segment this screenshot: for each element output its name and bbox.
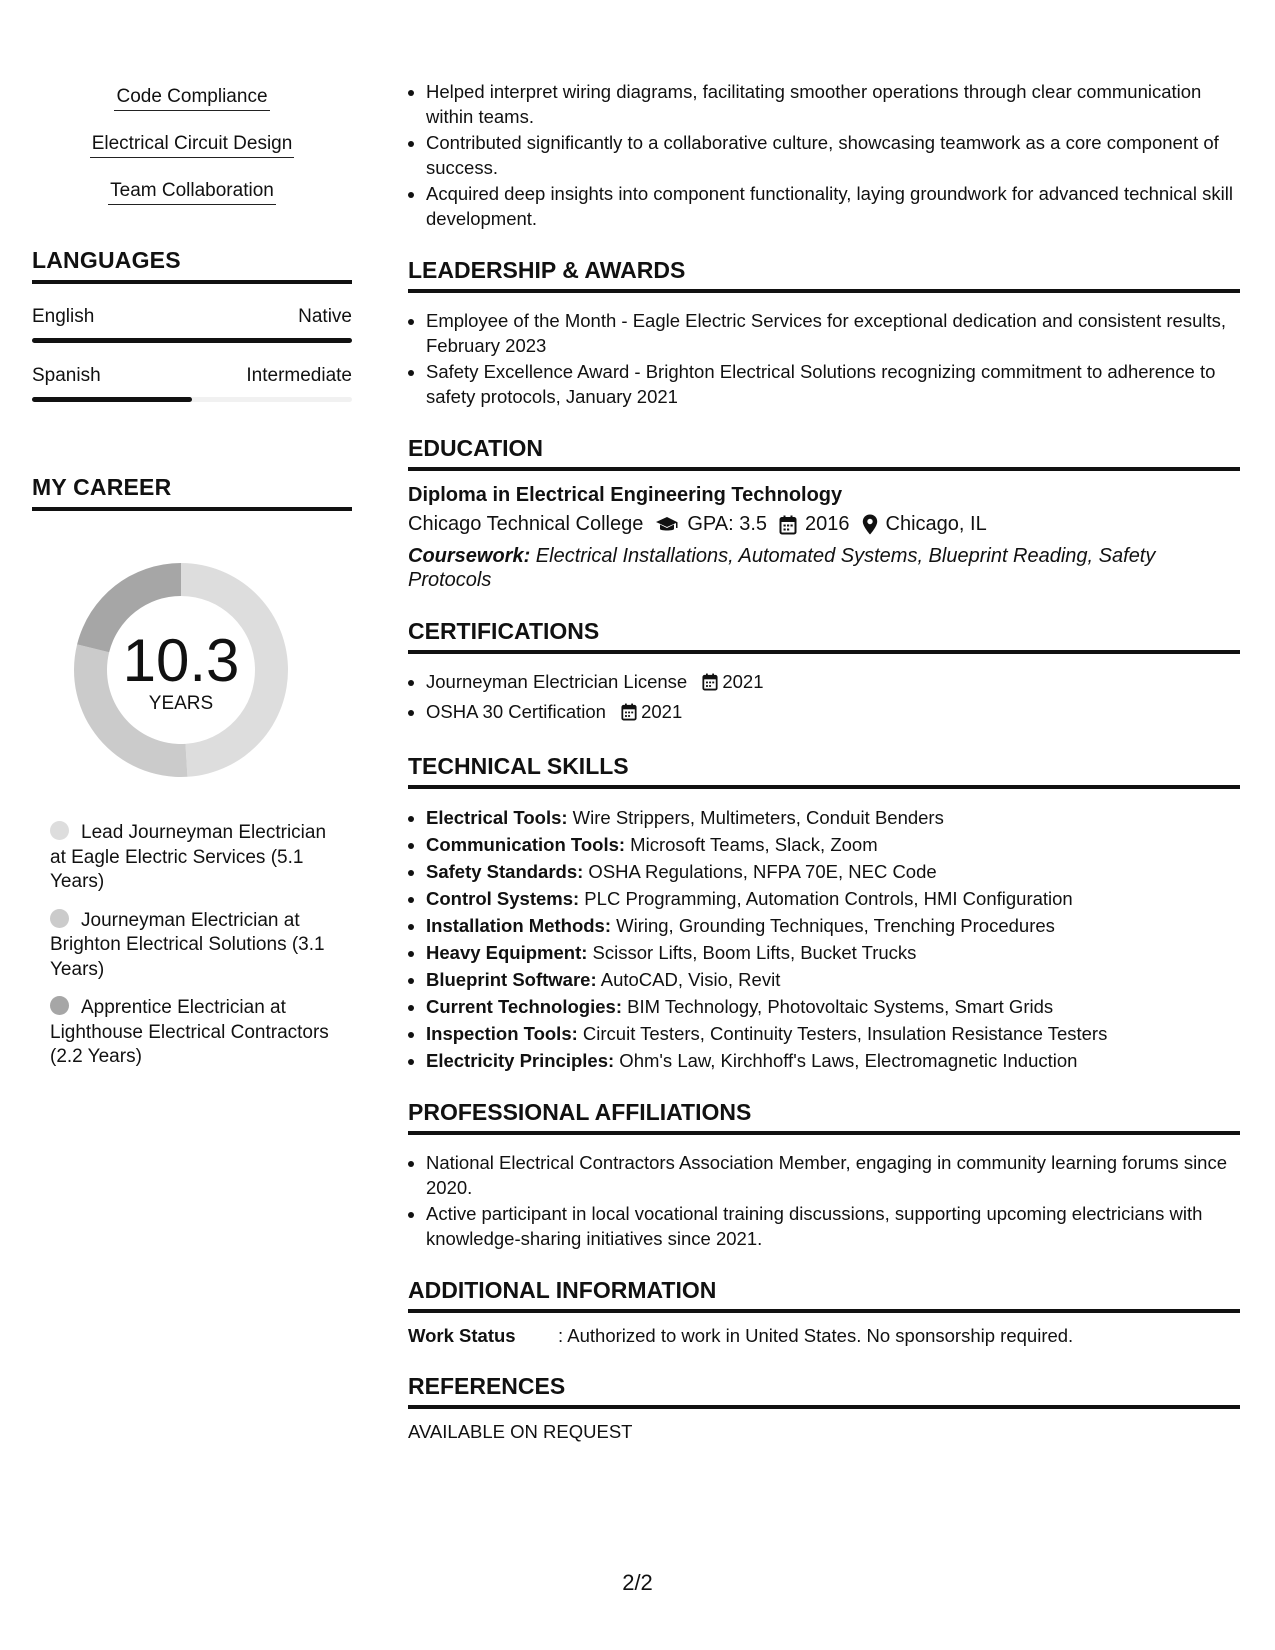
skill-item: Team Collaboration [32, 178, 352, 205]
list-item: • Electricity Principles: Ohm's Law, Kirchhoff's Laws, Electromagnetic Induction [426, 1048, 1240, 1073]
language-bar [32, 338, 352, 343]
language-bar-fill [32, 338, 352, 343]
language-bar-fill [32, 397, 192, 402]
education-coursework: Coursework: Electrical Installations, Automated Systems, Blueprint Reading, Safety Protocols [408, 545, 1156, 591]
skill-item: Code Compliance [32, 84, 352, 111]
skill-item: Electrical Circuit Design [32, 131, 352, 158]
leadership-list [408, 309, 1240, 409]
list-item: • Safety Excellence Award - Brighton Electrical Solutions recognizing commitment to adherence to safety protocols, January 2021 [426, 360, 1240, 409]
work-status-value: : Authorized to work in United States. No sponsorship required. [558, 1325, 1074, 1346]
calendar-icon [621, 703, 637, 728]
list-item: • Acquired deep insights into component functionality, laying groundwork for advanced technical skill development. [426, 182, 1240, 231]
affiliations-list [408, 1151, 1240, 1251]
languages-heading: LANGUAGES [32, 247, 352, 284]
list-item: • Blueprint Software: AutoCAD, Visio, Revit [426, 967, 1240, 992]
list-item: • Control Systems: PLC Programming, Automation Controls, HMI Configuration [426, 886, 1240, 911]
certification-item: • OSHA 30 Certification 2021 [426, 700, 1240, 728]
career-heading: MY CAREER [32, 474, 352, 511]
career-unit: YEARS [148, 693, 214, 714]
career-role: Lead Journeyman Electrician at Eagle Electric Services (5.1 Years) [50, 822, 327, 892]
list-item: • Helped interpret wiring diagrams, facilitating smoother operations through clear communication within teams. [426, 80, 1240, 129]
language-level: Intermediate [246, 365, 352, 386]
right-column [408, 80, 1240, 1443]
references-heading: REFERENCES [408, 1373, 1240, 1409]
certification-item: • Journeyman Electrician License 2021 [426, 670, 1240, 698]
career-role: Journeyman Electrician at Brighton Electrical Solutions (3.1 Years) [50, 909, 325, 980]
left-column [32, 84, 352, 1084]
leadership-heading: LEADERSHIP & AWARDS [408, 257, 1240, 293]
career-roles [50, 821, 330, 1070]
list-item: • Current Technologies: BIM Technology, Photovoltaic Systems, Smart Grids [426, 994, 1240, 1019]
language-bar [32, 397, 352, 402]
career-role: Apprentice Electrician at Lighthouse Electrical Contractors (2.2 Years) [50, 997, 329, 1067]
graduation-cap-icon [655, 516, 679, 534]
page-number: 2/2 [622, 1570, 653, 1595]
list-item: • Contributed significantly to a collaborative culture, showcasing teamwork as a core component of success. [426, 131, 1240, 180]
affiliations-heading: PROFESSIONAL AFFILIATIONS [408, 1099, 1240, 1135]
additional-info-heading: ADDITIONAL INFORMATION [408, 1277, 1240, 1313]
legend-dot [50, 821, 69, 840]
calendar-icon [702, 673, 718, 698]
work-status-row [408, 1325, 1240, 1347]
list-item: • Heavy Equipment: Scissor Lifts, Boom Lifts, Bucket Trucks [426, 940, 1240, 965]
certifications-list [408, 670, 1240, 727]
calendar-icon [779, 515, 797, 535]
list-item: • Communication Tools: Microsoft Teams, Slack, Zoom [426, 832, 1240, 857]
education-year: 2016 [805, 513, 850, 535]
education-heading: EDUCATION [408, 435, 1240, 471]
education-gpa: GPA: 3.5 [687, 513, 768, 535]
career-donut [66, 555, 296, 785]
language-name: English [32, 306, 95, 327]
skills-list [32, 84, 352, 205]
education-details [408, 513, 1240, 536]
experience-bullets [408, 80, 1240, 231]
list-item: • National Electrical Contractors Association Member, engaging in community learning forums since 2020. [426, 1151, 1240, 1200]
list-item: • Employee of the Month - Eagle Electric Services for exceptional dedication and consistent results, February 2023 [426, 309, 1240, 358]
legend-dot [50, 909, 69, 928]
work-status-label: Work Status [408, 1325, 516, 1346]
list-item: • Safety Standards: OSHA Regulations, NFPA 70E, NEC Code [426, 859, 1240, 884]
legend-dot [50, 996, 69, 1015]
language-name: Spanish [32, 365, 101, 386]
language-english [32, 306, 352, 343]
education-location: Chicago, IL [885, 513, 987, 535]
certifications-heading: CERTIFICATIONS [408, 618, 1240, 654]
education-degree: Diploma in Electrical Engineering Technology [408, 484, 843, 506]
career-total: 10.3 [122, 627, 240, 694]
language-level: Native [298, 306, 352, 327]
list-item: • Electrical Tools: Wire Strippers, Multimeters, Conduit Benders [426, 805, 1240, 830]
location-pin-icon [862, 514, 878, 535]
list-item: • Inspection Tools: Circuit Testers, Continuity Testers, Insulation Resistance Testers [426, 1021, 1240, 1046]
technical-skills-heading: TECHNICAL SKILLS [408, 753, 1240, 789]
education-school: Chicago Technical College [408, 513, 644, 535]
technical-skills-list [408, 805, 1240, 1073]
references-text: AVAILABLE ON REQUEST [408, 1421, 633, 1442]
list-item: • Installation Methods: Wiring, Grounding Techniques, Trenching Procedures [426, 913, 1240, 938]
list-item: • Active participant in local vocational training discussions, supporting upcoming electricians with knowledge-sharing initiatives since 2021. [426, 1202, 1240, 1251]
language-spanish [32, 365, 352, 402]
